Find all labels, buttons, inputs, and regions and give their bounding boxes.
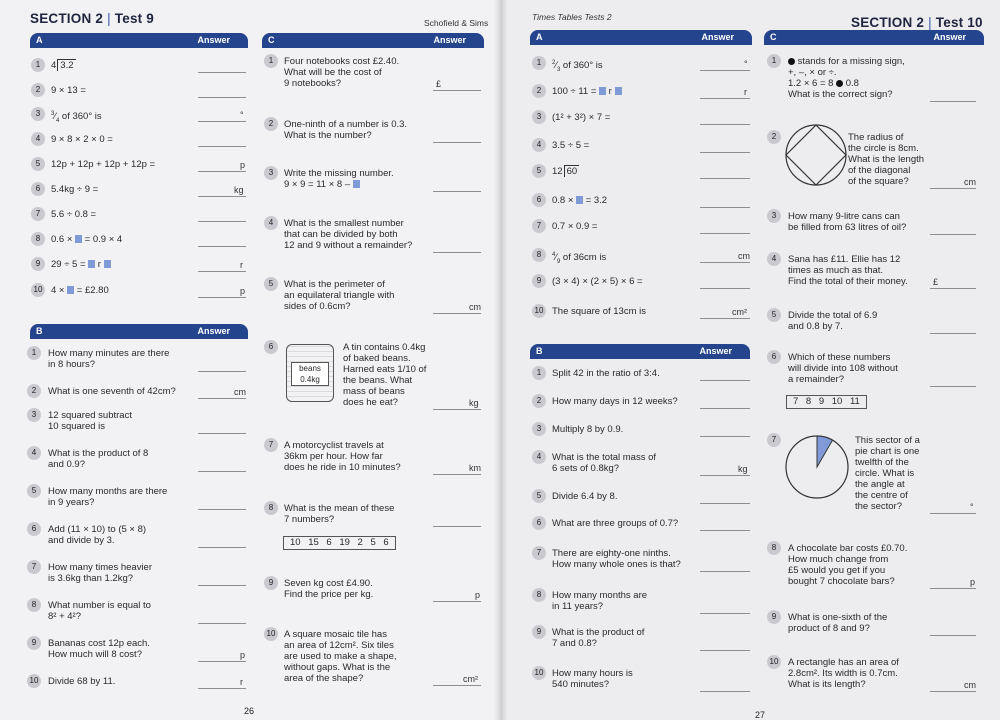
question-number: 4: [532, 450, 546, 464]
question-text: 12 60: [552, 166, 578, 177]
question-text: 29 ÷ 5 = r: [51, 259, 111, 270]
question-number: 5: [264, 277, 278, 291]
answer-line[interactable]: [433, 526, 481, 527]
answer-unit: kg: [738, 464, 748, 474]
question-text: 4 3.2: [51, 60, 74, 71]
question-text: What are three groups of 0.7?: [552, 518, 679, 529]
question-text: How many minutes are there in 8 hours?: [48, 348, 170, 370]
question-text: 4 × = £2.80: [51, 285, 109, 296]
question-text: Divide 68 by 11.: [48, 676, 116, 687]
question-number: 10: [264, 627, 278, 641]
question-text: How many hours is 540 minutes?: [552, 668, 633, 690]
book-title: Times Tables Tests 2: [532, 12, 612, 22]
answer-unit: r: [240, 677, 243, 687]
question-number: 4: [532, 138, 546, 152]
answer-line[interactable]: [198, 146, 246, 147]
answer-unit: °: [744, 59, 748, 69]
question-text: What is the product of 8 and 0.9?: [48, 448, 149, 470]
question-text: $^3⁄_4$ of 360° is: [51, 111, 102, 125]
answer-line[interactable]: [930, 691, 976, 692]
question-text: What is the product of 7 and 0.8?: [552, 627, 645, 649]
answer-line[interactable]: [700, 650, 750, 651]
section-c-header: C Answer: [764, 30, 984, 45]
question-number: 9: [532, 625, 546, 639]
answer-line[interactable]: [198, 623, 246, 624]
question-number: 7: [532, 219, 546, 233]
answer-line[interactable]: [198, 433, 246, 434]
question-text: What is one seventh of 42cm?: [48, 386, 176, 397]
question-text: 5.6 ÷ 0.8 =: [51, 209, 97, 220]
tin-label-mass: 0.4kg: [300, 375, 320, 384]
question-text: A rectangle has an area of 2.8cm². Its width is 0.7cm. What is its length?: [788, 657, 899, 690]
question-text: How many 9-litre cans can be filled from 63 litres of oil?: [788, 211, 907, 233]
left-page-number: 26: [244, 706, 255, 716]
question-text: One-ninth of a number is 0.3. What is the number?: [284, 119, 408, 141]
question-number: 7: [532, 546, 546, 560]
question-text: How many months are there in 9 years?: [48, 486, 168, 508]
answer-unit: cm²: [463, 674, 478, 684]
question-number: 6: [532, 193, 546, 207]
question-number: 6: [27, 522, 41, 536]
answer-unit: °: [970, 502, 974, 512]
question-number: 4: [31, 132, 45, 146]
question-number: 9: [767, 610, 781, 624]
right-page-number: 27: [755, 710, 766, 720]
answer-line[interactable]: [700, 318, 750, 319]
question-text: 5.4kg ÷ 9 =: [51, 184, 99, 195]
question-number: 10: [532, 666, 546, 680]
question-number: 8: [767, 541, 781, 555]
answer-line[interactable]: [700, 613, 750, 614]
answer-unit: r: [240, 260, 243, 270]
question-number: 6: [264, 340, 278, 354]
question-number: 2: [264, 117, 278, 131]
question-number: 2: [27, 384, 41, 398]
question-number: 3: [264, 166, 278, 180]
answer-line[interactable]: [198, 661, 246, 662]
answer-unit: cm: [964, 177, 976, 187]
question-number: 2: [532, 84, 546, 98]
question-number: 7: [264, 438, 278, 452]
answer-line[interactable]: [930, 588, 976, 589]
question-number: 6: [532, 516, 546, 530]
question-text: How many times heavier is 3.6kg than 1.2kg?: [48, 562, 153, 584]
question-text: A motorcyclist travels at 36km per hour. How far does he ride in 10 minutes?: [284, 440, 401, 473]
answer-line[interactable]: [198, 471, 246, 472]
section-b-header: B Answer: [530, 344, 750, 359]
question-text: Bananas cost 12p each. How much will 8 cost?: [48, 638, 150, 660]
answer-line[interactable]: [433, 252, 481, 253]
question-text: $^4⁄_9$ of 36cm is: [552, 252, 607, 266]
answer-line[interactable]: [433, 142, 481, 143]
answer-line[interactable]: [700, 436, 750, 437]
question-text: $^2⁄_3$ of 360° is: [552, 60, 603, 74]
question-number: 8: [31, 232, 45, 246]
mean-numbers-box: 10 15 6 19 2 5 6: [283, 536, 396, 550]
answer-line[interactable]: [700, 262, 750, 263]
answer-unit: kg: [469, 398, 479, 408]
question-number: 3: [532, 422, 546, 436]
question-text: Which of these numbers will divide into 108 without a remainder?: [788, 352, 898, 385]
question-number: 2: [532, 394, 546, 408]
answer-line[interactable]: [700, 571, 750, 572]
answer-line[interactable]: [700, 691, 750, 692]
answer-line[interactable]: [198, 509, 246, 510]
question-number: 10: [767, 655, 781, 669]
answer-unit: r: [744, 87, 747, 97]
right-page: [500, 0, 1000, 720]
question-text: What is the total mass of 6 sets of 0.8kg?: [552, 452, 657, 474]
question-number: 5: [31, 157, 45, 171]
question-text: 12p + 12p + 12p + 12p =: [51, 159, 156, 170]
question-text: Add (11 × 10) to (5 × 8) and divide by 3.: [48, 524, 147, 546]
publisher-name: Schofield & Sims: [424, 18, 489, 28]
question-text: Write the missing number. 9 × 9 = 11 × 8 –: [284, 168, 394, 190]
answer-line[interactable]: [198, 121, 246, 122]
answer-line[interactable]: [198, 297, 246, 298]
answer-line[interactable]: [198, 171, 246, 172]
question-text: Sana has £11. Ellie has 12 times as much as that. Find the total of their money.: [788, 254, 908, 287]
question-text: Divide the total of 6.9 and 0.8 by 7.: [788, 310, 878, 332]
section-c-header: C Answer: [262, 33, 484, 48]
left-page-heading: SECTION 2 | Test 9: [30, 11, 155, 26]
question-number: 10: [532, 304, 546, 318]
question-text: The square of 13cm is: [552, 306, 646, 317]
question-text: stands for a missing sign, +, –, × or ÷. 1.2 × 6 = 8 0.8 What is the correct sign?: [788, 56, 905, 100]
question-number: 1: [532, 56, 546, 70]
question-number: 4: [767, 252, 781, 266]
answer-line[interactable]: [930, 188, 976, 189]
question-number: 4: [27, 446, 41, 460]
question-text: 3.5 ÷ 5 =: [552, 140, 590, 151]
question-number: 1: [767, 54, 781, 68]
tin-label-beans: beans: [299, 364, 321, 373]
answer-line[interactable]: [198, 688, 246, 689]
right-page-heading: SECTION 2 | Test 10: [851, 15, 983, 30]
answer-line[interactable]: [930, 513, 976, 514]
answer-unit: cm: [234, 387, 246, 397]
question-number: 3: [31, 107, 45, 121]
question-text: What is the perimeter of an equilateral triangle with sides of 0.6cm?: [284, 279, 395, 312]
question-number: 3: [767, 209, 781, 223]
question-number: 1: [264, 54, 278, 68]
answer-line[interactable]: [198, 371, 246, 372]
answer-unit: p: [240, 286, 246, 296]
answer-unit: p: [240, 650, 246, 660]
question-number: 5: [767, 308, 781, 322]
divide-numbers-box: 7 8 9 10 11: [786, 395, 867, 409]
answer-unit: p: [475, 590, 481, 600]
answer-line[interactable]: [700, 98, 750, 99]
question-number: 7: [31, 207, 45, 221]
question-number: 8: [264, 501, 278, 515]
answer-line[interactable]: [700, 380, 750, 381]
answer-line[interactable]: [700, 152, 750, 153]
circle-square-diagram: [784, 123, 848, 187]
answer-unit: cm: [469, 302, 481, 312]
question-text: (3 × 4) × (2 × 5) × 6 =: [552, 276, 643, 287]
answer-unit: cm: [738, 251, 750, 261]
answer-line[interactable]: [433, 90, 481, 91]
question-number: 9: [27, 636, 41, 650]
answer-line[interactable]: [930, 234, 976, 235]
question-text: Four notebooks cost £2.40. What will be the cost of 9 notebooks?: [284, 56, 400, 89]
answer-unit: £: [933, 277, 939, 287]
question-text: 100 ÷ 11 = r: [552, 86, 622, 97]
answer-line[interactable]: [198, 72, 246, 73]
answer-line[interactable]: [700, 530, 750, 531]
question-text: A chocolate bar costs £0.70. How much change from £5 would you get if you bought 7 chocolate bars?: [788, 543, 908, 587]
question-text: What is the mean of these 7 numbers?: [284, 503, 395, 525]
question-number: 8: [532, 248, 546, 262]
answer-unit: p: [240, 160, 246, 170]
question-text: Multiply 8 by 0.9.: [552, 424, 624, 435]
question-text: 9 × 8 × 2 × 0 =: [51, 134, 113, 145]
answer-line[interactable]: [433, 313, 481, 314]
question-text: 0.8 × = 3.2: [552, 195, 608, 206]
answer-unit: °: [240, 110, 244, 120]
question-number: 7: [27, 560, 41, 574]
answer-line[interactable]: [930, 635, 976, 636]
question-number: 5: [532, 489, 546, 503]
answer-line[interactable]: [433, 191, 481, 192]
answer-line[interactable]: [700, 503, 750, 504]
question-number: 8: [532, 588, 546, 602]
answer-line[interactable]: [198, 221, 246, 222]
answer-line[interactable]: [700, 124, 750, 125]
answer-line[interactable]: [700, 408, 750, 409]
answer-unit: cm²: [732, 307, 747, 317]
answer-line[interactable]: [700, 233, 750, 234]
bean-tin-illustration: [286, 344, 334, 402]
question-text: Divide 6.4 by 8.: [552, 491, 618, 502]
answer-unit: p: [970, 577, 976, 587]
question-number: 5: [532, 164, 546, 178]
question-number: 3: [532, 110, 546, 124]
question-text: 9 × 13 =: [51, 85, 86, 96]
section-b-header: B Answer: [30, 324, 248, 339]
answer-line[interactable]: [930, 288, 976, 289]
question-number: 9: [264, 576, 278, 590]
answer-line[interactable]: [198, 196, 246, 197]
question-number: 1: [532, 366, 546, 380]
question-number: 6: [767, 350, 781, 364]
question-text: What is one-sixth of the product of 8 and 9?: [788, 612, 888, 634]
question-text: What is the smallest number that can be divided by both 12 and 9 without a remainder?: [284, 218, 413, 251]
question-number: 8: [27, 598, 41, 612]
question-number: 9: [532, 274, 546, 288]
answer-line[interactable]: [930, 333, 976, 334]
answer-line[interactable]: [930, 386, 976, 387]
question-text: The radius of the circle is 8cm. What is the length of the diagonal of the square?: [848, 132, 925, 187]
answer-line[interactable]: [198, 398, 246, 399]
question-number: 2: [767, 130, 781, 144]
answer-line[interactable]: [198, 97, 246, 98]
answer-line[interactable]: [700, 207, 750, 208]
answer-unit: kg: [234, 185, 244, 195]
question-number: 5: [27, 484, 41, 498]
answer-line[interactable]: [700, 70, 750, 71]
question-text: 12 squared subtract 10 squared is: [48, 410, 132, 432]
book-spine-shadow: [494, 0, 508, 720]
question-text: There are eighty-one ninths. How many whole ones is that?: [552, 548, 681, 570]
question-text: A square mosaic tile has an area of 12cm². Six tiles are used to make a shape, without gaps. What is the area of the shape?: [284, 629, 397, 684]
answer-line[interactable]: [700, 178, 750, 179]
answer-unit: £: [436, 79, 442, 89]
answer-line[interactable]: [930, 101, 976, 102]
question-number: 1: [27, 346, 41, 360]
answer-line[interactable]: [433, 474, 481, 475]
answer-line[interactable]: [700, 475, 750, 476]
section-a-header: A Answer: [530, 30, 752, 45]
section-a-header: A Answer: [30, 33, 248, 48]
question-number: 3: [27, 408, 41, 422]
question-number: 10: [31, 283, 45, 297]
question-number: 6: [31, 182, 45, 196]
question-text: Split 42 in the ratio of 3:4.: [552, 368, 660, 379]
answer-unit: cm: [964, 680, 976, 690]
question-text: How many months are in 11 years?: [552, 590, 648, 612]
question-text: 0.7 × 0.9 =: [552, 221, 598, 232]
question-number: 10: [27, 674, 41, 688]
answer-line[interactable]: [433, 685, 481, 686]
question-number: 1: [31, 58, 45, 72]
question-text: 0.6 × = 0.9 × 4: [51, 234, 123, 245]
answer-line[interactable]: [198, 246, 246, 247]
question-number: 9: [31, 257, 45, 271]
pie-sector-diagram: [784, 434, 850, 500]
answer-unit: km: [469, 463, 481, 473]
answer-line[interactable]: [198, 271, 246, 272]
question-text: (1² + 3²) × 7 =: [552, 112, 611, 123]
question-text: What number is equal to 8² + 4²?: [48, 600, 151, 622]
question-text: How many days in 12 weeks?: [552, 396, 678, 407]
answer-line[interactable]: [433, 601, 481, 602]
question-text: Seven kg cost £4.90. Find the price per kg.: [284, 578, 374, 600]
question-number: 4: [264, 216, 278, 230]
question-text: A tin contains 0.4kg of baked beans. Harned eats 1/10 of the beans. What mass of beans does he eat?: [343, 342, 427, 408]
answer-line[interactable]: [433, 409, 481, 410]
question-text: This sector of a pie chart is one twelfth of the circle. What is the angle at the centre of the sector?: [855, 435, 920, 512]
answer-line[interactable]: [700, 288, 750, 289]
question-number: 7: [767, 433, 781, 447]
answer-line[interactable]: [198, 585, 246, 586]
answer-line[interactable]: [198, 547, 246, 548]
question-number: 2: [31, 83, 45, 97]
